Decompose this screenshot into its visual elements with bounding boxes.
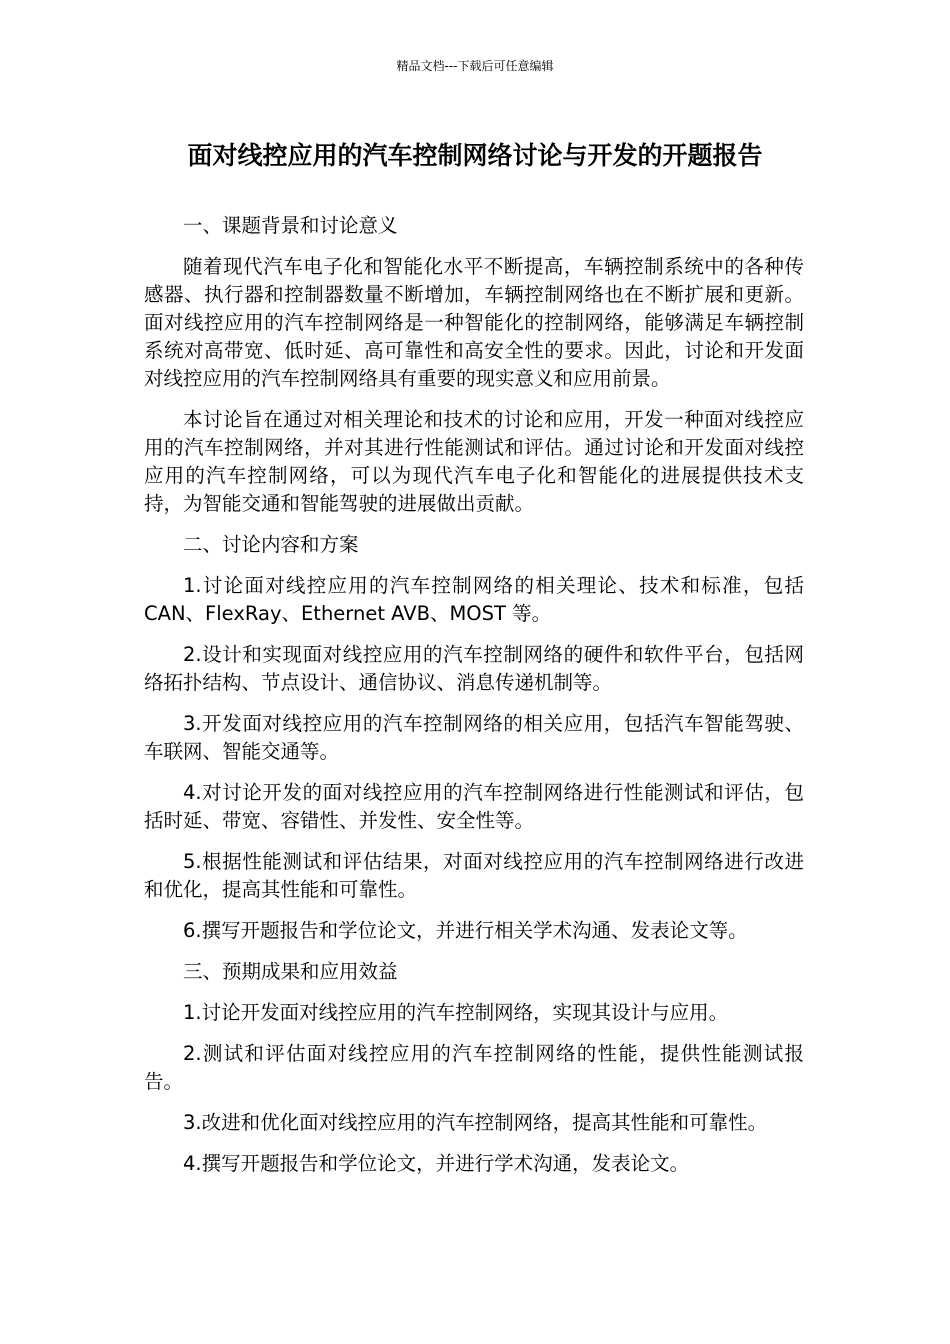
list-item: 2.测试和评估面对线控应用的汽车控制网络的性能，提供性能测试报告。: [144, 1042, 804, 1093]
list-item: 4.对讨论开发的面对线控应用的汽车控制网络进行性能测试和评估，包括时延、带宽、容错性、并发性、安全性等。: [144, 781, 804, 832]
list-item: 3.开发面对线控应用的汽车控制网络的相关应用，包括汽车智能驾驶、车联网、智能交通等。: [144, 712, 804, 763]
paragraph: 随着现代汽车电子化和智能化水平不断提高，车辆控制系统中的各种传感器、执行器和控制器数量不断增加，车辆控制网络也在不断扩展和更新。面对线控应用的汽车控制网络是一种智能化的控制网络，能够满足车辆控制系统对高带宽、低时延、高可靠性和高安全性的要求。因此，讨论和开发面对线控应用的汽车控制网络具有重要的现实意义和应用前景。: [144, 255, 804, 390]
section-expected-results: [144, 958, 804, 1178]
list-item: 2.设计和实现面对线控应用的汽车控制网络的硬件和软件平台，包括网络拓扑结构、节点设计、通信协议、消息传递机制等。: [144, 643, 804, 694]
list-item: 3.改进和优化面对线控应用的汽车控制网络，提高其性能和可靠性。: [183, 1111, 768, 1134]
list-item: 1.讨论开发面对线控应用的汽车控制网络，实现其设计与应用。: [183, 1001, 729, 1024]
paragraph: 本讨论旨在通过对相关理论和技术的讨论和应用，开发一种面对线控应用的汽车控制网络，并对其进行性能测试和评估。通过讨论和开发面对线控应用的汽车控制网络，可以为现代汽车电子化和智能化的进展提供技术支持，为智能交通和智能驾驶的进展做出贡献。: [144, 408, 804, 515]
list-item: 5.根据性能测试和评估结果，对面对线控应用的汽车控制网络进行改进和优化，提高其性能和可靠性。: [144, 850, 804, 901]
document-title: 面对线控应用的汽车控制网络讨论与开发的开题报告: [187, 141, 763, 170]
section-heading: 三、预期成果和应用效益: [183, 960, 398, 983]
document-body: [144, 212, 804, 1191]
list-item: 6.撰写开题报告和学位论文，并进行相关学术沟通、发表论文等。: [183, 919, 748, 942]
list-item: 4.撰写开题报告和学位论文，并进行学术沟通，发表论文。: [183, 1152, 690, 1175]
list-item: 1.讨论面对线控应用的汽车控制网络的相关理论、技术和标准，包括 CAN、FlexRay、Ethernet AVB、MOST 等。: [144, 574, 804, 625]
section-content-plan: [144, 531, 804, 945]
header-note: 精品文档---下载后可任意编辑: [396, 59, 554, 73]
section-heading: 一、课题背景和讨论意义: [183, 214, 398, 237]
section-heading: 二、讨论内容和方案: [183, 533, 359, 556]
section-background: [144, 212, 804, 518]
